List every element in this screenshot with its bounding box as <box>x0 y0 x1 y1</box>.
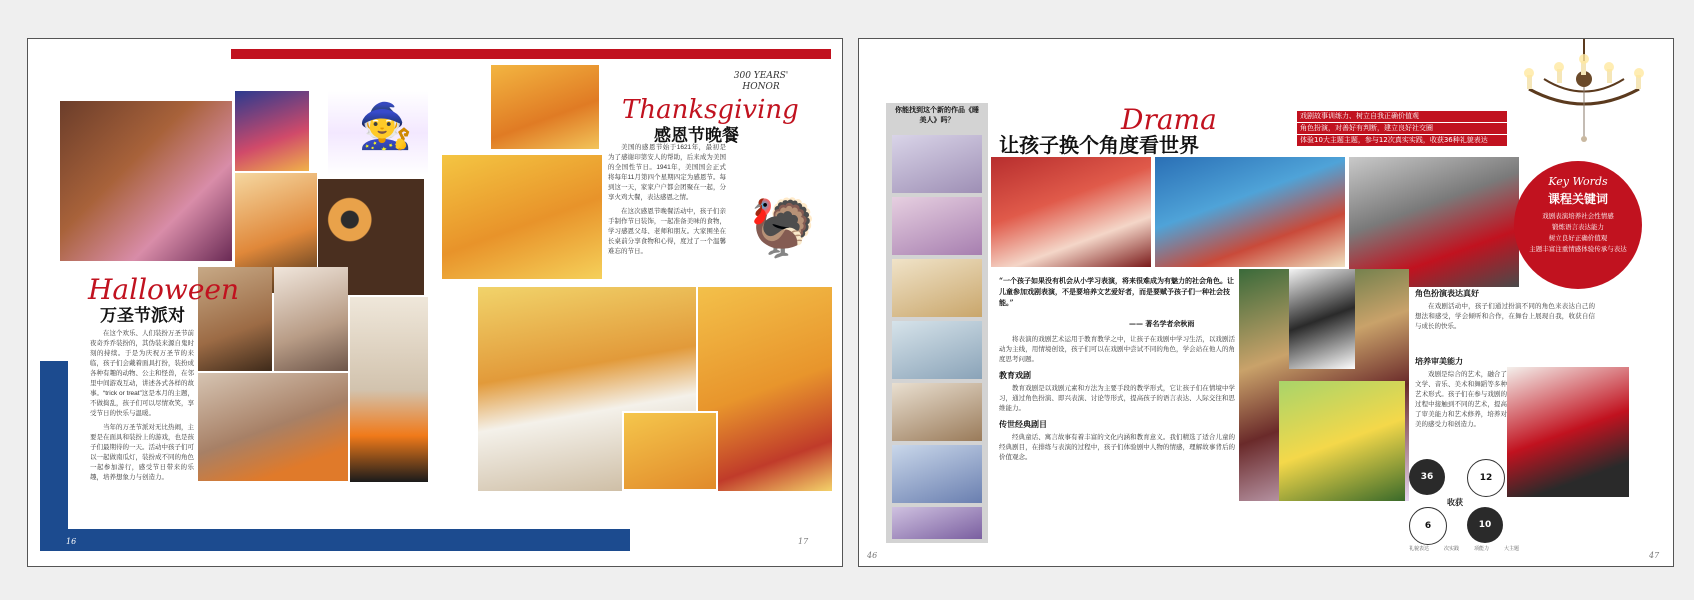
roles-heading: 角色扮演表达真好 <box>1415 289 1479 298</box>
red-tag: 戏剧故事训练力、树立自我正确价值观 <box>1297 111 1507 122</box>
thanksgiving-paragraph: 美国的感恩节始于1621年，最初是为了感谢印第安人的帮助，后来成为美国的全国性节日。1941年，美国国会正式将每年11月第四个星期四定为感恩节。每到这一天，家家户户都会团聚在一起，分享火鸡大餐，表达感恩之情。 <box>608 144 726 201</box>
dalmatian-kid-photo <box>1289 269 1355 369</box>
badge-12 <box>1467 459 1505 497</box>
thanksgiving-script-title: Thanksgiving <box>622 95 799 125</box>
key-word-item: 主题丰富注重情感体验传承与表达 <box>1529 245 1627 253</box>
turkey-icon: 🦃 <box>748 196 818 261</box>
page-number-left: 16 <box>66 537 77 546</box>
halloween-paragraph: 当年的万圣节派对无比热闹，主要是在面具和装扮上的游戏，也是孩子们最期待的一天。活动中孩子们可以一起做南瓜灯，装扮成不同的角色一起参加游行，感受节日带来的乐趣，培养想象力与创造力。 <box>90 424 194 481</box>
section-heading: 教育戏剧 <box>999 371 1031 380</box>
halloween-paragraph: 在这个欢乐、人们装扮万圣节前夜奇乔乔装扮的，其伪装来源自鬼时刻的持续。于是为庆祝万圣节的来临，孩子们会戴着面具打扮，装扮成各种有趣的动物、公主和怪兽，在邻里中间游戏互动，讲述各式各样的故事。“trick or treat”这是本月的主题，不做捣乱，孩子们可以尽情欢笑，享受节日的快乐与温暖。 <box>90 330 194 417</box>
family-photo <box>274 267 348 371</box>
badge-number: 10 <box>1478 520 1492 530</box>
puppet-show-photo <box>1155 157 1345 267</box>
yellow-bird-photo <box>1279 381 1405 501</box>
boy-apron-photo <box>698 287 832 491</box>
red-top-stripe <box>231 49 831 59</box>
key-word-item: 锻炼语言表达能力 <box>1552 223 1604 231</box>
art-heading: 培养审美能力 <box>1415 357 1463 366</box>
art-column <box>1415 357 1507 467</box>
key-word-item: 树立良好正确价值观 <box>1548 234 1608 242</box>
costume-kids-photo <box>1349 157 1519 287</box>
scene-thumbnail <box>892 383 982 441</box>
thanksgiving-body <box>608 143 726 283</box>
scene-thumbnail <box>892 445 982 503</box>
red-riding-hood-photo <box>1507 367 1629 497</box>
stage-play-photo <box>991 157 1151 267</box>
scene-thumbnail <box>892 197 982 255</box>
section-heading: 传世经典剧目 <box>999 420 1047 429</box>
left-magazine-page <box>27 38 843 567</box>
badge-number: 6 <box>1424 521 1432 531</box>
scene-thumbnail <box>892 507 982 539</box>
quote-author: —— 著名学者余秋雨 <box>1129 320 1195 328</box>
grandma-child-photo <box>198 373 348 481</box>
badge-number: 36 <box>1420 472 1434 482</box>
page-number-left: 46 <box>867 551 878 560</box>
section-text: 经典童话、寓言故事有着丰富的文化内涵和教育意义。我们精选了适合儿童的经典剧目，在排练与表演的过程中，孩子们体验剧中人物的情感，理解故事背后的价值观念。 <box>999 434 1235 461</box>
art-text: 戏剧是综合的艺术，融合了文学、音乐、美术和舞蹈等多种艺术形式。孩子们在参与戏剧的过程中接触到不同的艺术，提高了审美能力和艺术修养，培养对美的感受力和创造力。 <box>1415 371 1507 428</box>
badge-6 <box>1409 507 1447 545</box>
chandelier-illustration <box>1519 39 1649 149</box>
thumbnail-strip-label: 你能找到这个新的作品《睡美人》吗？ <box>895 106 979 124</box>
key-word-item: 戏剧表演培养社会性情感 <box>1542 212 1614 220</box>
witch-icon: 🧙 <box>358 101 413 152</box>
quote-text: “一个孩子如果没有机会从小学习表演，将来很难成为有魅力的社会角色。让儿童参加戏剧表演，不是要培养文艺爱好者，而是要赋予孩子们一种社会技能。” <box>999 276 1235 307</box>
red-tag: 体验10大主题主题，参与12次真实实践，收获36种礼貌表达 <box>1297 135 1507 146</box>
badge-unit: 次实践 <box>1443 546 1459 552</box>
halloween-script-title: Halloween <box>88 273 240 306</box>
chandelier-graphic <box>1519 39 1649 149</box>
halloween-title: 万圣节派对 <box>100 306 185 326</box>
scene-thumbnail <box>892 135 982 193</box>
badge-36 <box>1409 459 1445 495</box>
badge-10 <box>1467 507 1503 543</box>
thanksgiving-boy-photo <box>442 155 602 279</box>
red-tag-list <box>1297 111 1507 146</box>
thanksgiving-girl-photo <box>491 65 599 149</box>
harvest-badges <box>1409 459 1509 549</box>
halloween-body <box>90 329 194 529</box>
drama-intro: 将表演的戏剧艺术运用于教育教学之中，让孩子在戏剧中学习生活，以戏剧活动为主线，用情境创设，孩子们可以在戏剧中尝试不同的角色，学会站在他人的角度思考问题。 <box>999 336 1235 363</box>
thanksgiving-paragraph: 在这次感恩节晚餐活动中，孩子们亲手制作节日装饰，一起准备美味的食物，学习感恩父母、老师和朋友。大家围坐在长桌前分享食物和心得，度过了一个温馨难忘的节日。 <box>608 208 726 255</box>
party-kids-photo <box>235 91 309 171</box>
page-number-right: 47 <box>1649 551 1660 560</box>
badge-unit: 大主题 <box>1503 546 1519 552</box>
scene-thumbnail <box>892 259 982 317</box>
right-magazine-page <box>858 38 1674 567</box>
section-text: 教育戏剧是以戏剧元素和方法为主要手段的教学形式，它让孩子们在情境中学习，通过角色扮演、即兴表演、讨论等形式，提高孩子的语言表达、人际交往和思维能力。 <box>999 385 1235 412</box>
baby-pumpkin-photo <box>350 297 428 482</box>
key-words-circle <box>1514 161 1642 289</box>
years-honor-logo: 300 YEARS' HONOR <box>733 71 789 92</box>
blue-bottom-stripe <box>40 529 630 551</box>
small-turkey-photo <box>622 411 718 491</box>
badge-number: 12 <box>1479 473 1493 483</box>
thanksgiving-title: 感恩节晚餐 <box>654 126 739 146</box>
badge-unit: 项能力 <box>1473 546 1489 552</box>
drama-title: 让孩子换个角度看世界 <box>999 133 1199 157</box>
key-words-title: 课程关键词 <box>1547 192 1608 206</box>
badge-unit: 礼貌表达 <box>1409 546 1430 552</box>
red-tag: 角色扮演，对善好有判断，建立良好社交圈 <box>1297 123 1507 134</box>
halloween-girls-photo <box>60 101 232 261</box>
scene-thumbnail <box>892 321 982 379</box>
badge-units <box>1409 545 1519 552</box>
key-words-en: Key Words <box>1548 175 1608 188</box>
badge-center-label: 收获 <box>1447 498 1463 507</box>
scene-thumbnail-strip <box>886 103 988 543</box>
page-number-right: 17 <box>798 537 809 546</box>
blue-left-stripe <box>40 361 68 551</box>
drama-body <box>999 335 1235 535</box>
roles-text: 在戏剧活动中，孩子们通过扮演不同的角色来表达自己的想法和感受，学会倾听和合作，在舞台上展现自我，收获自信与成长的快乐。 <box>1415 303 1595 330</box>
drama-script-title: Drama <box>1121 103 1217 136</box>
